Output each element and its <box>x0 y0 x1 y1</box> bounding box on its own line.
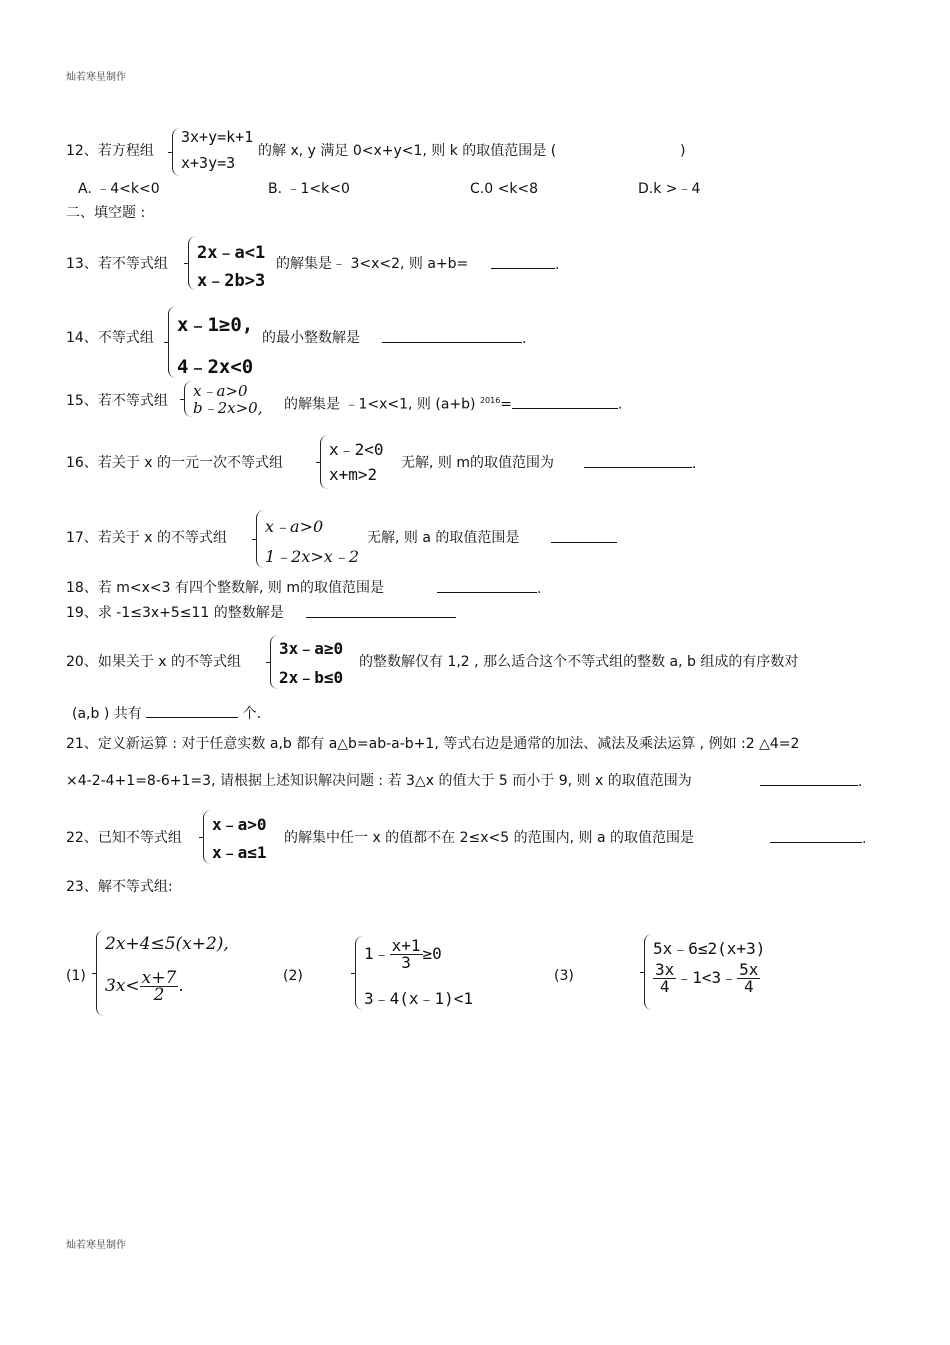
q15-eq2: b﹣2x>0, <box>193 399 263 417</box>
q13-prefix: 13、若不等式组 <box>66 256 168 272</box>
page-header: 灿若寒星制作 <box>66 72 126 83</box>
q13-system <box>188 236 278 290</box>
q15-eq1: x﹣a>0 <box>193 382 248 400</box>
q23-1-eq2: 3x< $\frac{x+7}{2}$ . <box>105 968 184 1005</box>
q23-3-eq2: $\frac{3x}{4}$ ﹣1<3﹣ $\frac{5x}{4}$ <box>655 960 759 996</box>
q13-eq2: x﹣2b>3 <box>197 271 266 291</box>
q22-eq2: x﹣a≤1 <box>212 843 267 862</box>
q15-mid: 的解集是 ﹣1<x<1, 则 (a+b) $^{2016}$= . <box>284 391 622 415</box>
q12-option-c: C.0 <k<8 <box>470 181 539 197</box>
q22-suffix: 的解集中任一 x 的值都不在 2≤x<5 的范围内, 则 a 的取值范围是 <box>284 830 695 846</box>
q23-2-eq1: 1﹣ $\frac{x+1}{3}$ ≥0 <box>364 936 442 972</box>
q23-3-eq1: 5x﹣6≤2(x+3) <box>653 939 766 958</box>
q19-text: 19、求 -1≤3x+5≤11 的整数解是 <box>66 605 284 621</box>
q20-eq1: 3x﹣a≥0 <box>279 639 344 658</box>
q22-prefix: 22、已知不等式组 <box>66 830 182 846</box>
q13-answer[interactable]: . <box>491 254 559 275</box>
q14-system <box>168 306 262 378</box>
q12-close: ) <box>680 143 686 159</box>
q16-suffix: 无解, 则 m的取值范围为 <box>401 455 554 471</box>
q20-line2: (a,b ) 共有 个. <box>72 703 261 724</box>
q14-eq2: 4﹣2x<0 <box>177 356 254 378</box>
q12-eq2: x+3y=3 <box>181 154 236 172</box>
q23-label-3: (3) <box>554 968 574 984</box>
q23-title: 23、解不等式组: <box>66 879 173 895</box>
q23-system-1 <box>96 930 246 1016</box>
q14-answer[interactable]: . <box>382 328 526 349</box>
q20-eq2: 2x﹣b≤0 <box>279 668 344 687</box>
q13-eq1: 2x﹣a<1 <box>197 243 266 263</box>
q23-2-eq2: 3﹣4(x﹣1)<1 <box>364 989 474 1008</box>
q16-eq2: x+m>2 <box>329 465 378 484</box>
q13-suffix: 的解集是﹣ 3<x<2, 则 a+b= <box>276 256 469 272</box>
q18-answer[interactable]: . <box>437 578 541 599</box>
q12-eq1: 3x+y=k+1 <box>181 128 254 146</box>
q16-system <box>320 435 404 489</box>
q23-label-1: (1) <box>66 968 86 984</box>
q17-suffix: 无解, 则 a 的取值范围是 <box>367 530 520 546</box>
q20-answer[interactable] <box>146 703 238 718</box>
q21-line2: ×4-2-4+1=8-6+1=3, 请根据上述知识解决问题 : 若 3△x 的值大于 5 而小于 9, 则 x 的取值范围为 <box>66 773 692 789</box>
q12-option-d: D.k >﹣4 <box>638 181 701 197</box>
q22-answer[interactable]: . <box>770 828 866 849</box>
q16-answer[interactable]: . <box>584 453 696 474</box>
q17-system <box>256 510 366 568</box>
q16-eq1: x﹣2<0 <box>329 440 384 459</box>
q14-eq1: x﹣1≥0, <box>177 314 254 336</box>
q15-system <box>184 381 280 417</box>
q21-answer[interactable]: . <box>760 771 862 792</box>
q17-answer[interactable] <box>551 528 617 549</box>
section-title: 二、填空题 : <box>66 205 146 221</box>
q16-prefix: 16、若关于 x 的一元一次不等式组 <box>66 455 283 471</box>
q22-system <box>203 810 287 864</box>
q15-prefix: 15、若不等式组 <box>66 393 168 409</box>
q22-eq1: x﹣a>0 <box>212 815 267 834</box>
q14-prefix: 14、不等式组 <box>66 330 154 346</box>
q12-system <box>172 128 262 176</box>
q20-prefix: 20、如果关于 x 的不等式组 <box>66 654 241 670</box>
q12-prefix: 12、若方程组 <box>66 143 154 159</box>
page-footer: 灿若寒星制作 <box>66 1240 126 1251</box>
q23-system-3 <box>644 934 794 1010</box>
q17-eq2: 1﹣2x>x﹣2 <box>265 547 359 566</box>
q19-answer[interactable] <box>306 603 456 624</box>
q18-text: 18、若 m<x<3 有四个整数解, 则 m的取值范围是 <box>66 580 384 596</box>
q21-line1: 21、定义新运算 : 对于任意实数 a,b 都有 a△b=ab-a-b+1, 等式右边是通常的加法、减法及乘法运算 , 例如 :2 △4=2 <box>66 736 800 752</box>
q12-suffix: 的解 x, y 满足 0<x+y<1, 则 k 的取值范围是 ( <box>258 143 557 159</box>
q20-suffix: 的整数解仅有 1,2 , 那么适合这个不等式组的整数 a, b 组成的有序数对 <box>359 654 799 670</box>
q20-system <box>270 635 360 689</box>
q17-prefix: 17、若关于 x 的不等式组 <box>66 530 227 546</box>
q12-option-b: B. ﹣1<k<0 <box>268 181 350 197</box>
q23-label-2: (2) <box>283 968 303 984</box>
q14-suffix: 的最小整数解是 <box>262 330 360 346</box>
q23-1-eq1: 2x+4≤5(x+2), <box>105 934 229 954</box>
q17-eq1: x﹣a>0 <box>265 517 324 536</box>
q12-option-a: A. ﹣4<k<0 <box>78 181 160 197</box>
q23-system-2 <box>355 936 505 1010</box>
